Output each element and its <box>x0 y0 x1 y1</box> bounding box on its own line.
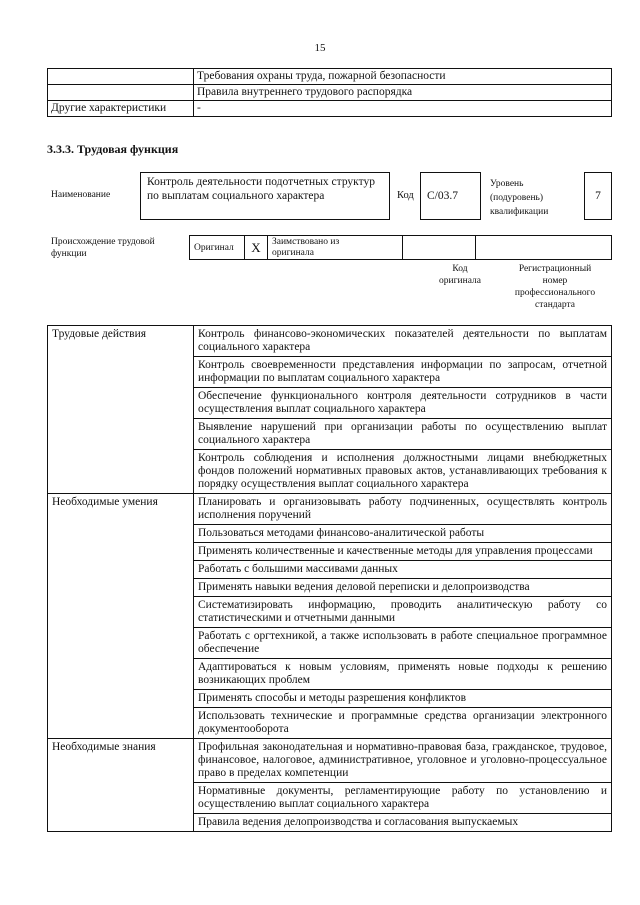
table-row <box>48 85 612 101</box>
requirement-item: Правила ведения делопроизводства и согласования выпускаемых <box>194 814 612 832</box>
requirement-item: Выявление нарушений при организации работы по осуществлению выплат социального характера <box>194 419 612 450</box>
requirement-item: Обеспечение функционального контроля деятельности сотрудников в части осуществления выплат социального характера <box>194 388 612 419</box>
requirement-item: Нормативные документы, регламентирующие работу по установлению и осуществлению выплат социального характера <box>194 783 612 814</box>
original-label: Оригинал <box>190 236 245 260</box>
caption-line: оригинала <box>439 276 481 286</box>
name-label: Наименование <box>51 190 111 200</box>
requirement-item: Применять количественные и качественные методы для управления процессами <box>194 543 612 561</box>
requirement-item: Работать с большими массивами данных <box>194 561 612 579</box>
requirements-table <box>47 325 612 832</box>
requirement-item: Контроль своевременности представления информации по запросам, отчетной информации по выплатам социального характера <box>194 357 612 388</box>
level-label-line: (подуровень) <box>490 193 544 203</box>
reg-number-caption <box>498 263 612 311</box>
caption-line: Регистрационный <box>518 264 592 274</box>
requirement-item: Применять навыки ведения деловой переписки и делопроизводства <box>194 579 612 597</box>
caption-line: профессионального <box>514 288 596 298</box>
section-title: Трудовые действия <box>48 326 194 494</box>
code-label: Код <box>397 190 414 201</box>
qualification-level-box: 7 <box>584 172 612 220</box>
level-label-line: квалификации <box>490 207 549 217</box>
requirement-item: Использовать технические и программные средства организации электронного документооборота <box>194 708 612 739</box>
original-mark: X <box>245 236 268 260</box>
section-title: Необходимые умения <box>48 494 194 739</box>
borrowed-line: оригинала <box>272 247 314 258</box>
row-label: Другие характеристики <box>48 101 194 117</box>
caption-line: стандарта <box>535 300 575 310</box>
requirement-item: Планировать и организовывать работу подчиненных, осуществлять контроль исполнения поручений <box>194 494 612 525</box>
qualification-level-label <box>490 177 548 219</box>
requirement-item: Контроль финансово-экономических показателей деятельности по выплатам социального характера <box>194 326 612 357</box>
reg-number-cell <box>476 236 612 260</box>
section-title: Необходимые знания <box>48 739 194 832</box>
origin-label <box>51 236 155 260</box>
requirement-item: Систематизировать информацию, проводить аналитическую работу со статистическими и отчетными данными <box>194 597 612 628</box>
requirement-item: Пользоваться методами финансово-аналитической работы <box>194 525 612 543</box>
table-row <box>48 494 612 525</box>
origin-label-line: функции <box>51 249 87 259</box>
caption-line: номер <box>542 276 568 286</box>
top-continuation-table <box>47 68 612 117</box>
row-value: Правила внутреннего трудового распорядка <box>194 85 612 101</box>
row-value: - <box>194 101 612 117</box>
function-name-box: Контроль деятельности подотчетных структур по выплатам социального характера <box>140 172 390 220</box>
table-row <box>190 236 612 260</box>
level-label-line: Уровень <box>490 179 524 189</box>
page-number: 15 <box>314 42 326 54</box>
table-row <box>48 101 612 117</box>
requirement-item: Контроль соблюдения и исполнения должностными лицами внебюджетных фондов положений нормативных правовых актов, устанавливающих требования к порядку осуществления выплат социального характера <box>194 450 612 494</box>
requirement-item: Адаптироваться к новым условиям, применять новые подходы к решению возникающих проблем <box>194 659 612 690</box>
origin-table <box>189 235 612 260</box>
row-label <box>48 85 194 101</box>
row-value: Требования охраны труда, пожарной безопасности <box>194 69 612 85</box>
function-code-box: C/03.7 <box>420 172 481 220</box>
borrowed-line: Заимствовано из <box>272 236 340 247</box>
row-label <box>48 69 194 85</box>
caption-line: Код <box>452 264 468 274</box>
requirement-item: Работать с оргтехникой, а также использовать в работе специальное программное обеспечение <box>194 628 612 659</box>
table-row <box>48 326 612 357</box>
code-origin-caption <box>428 263 492 287</box>
borrowed-label <box>268 236 403 260</box>
table-row <box>48 69 612 85</box>
section-heading: 3.3.3. Трудовая функция <box>47 142 179 156</box>
origin-label-line: Происхождение трудовой <box>51 237 155 247</box>
requirement-item: Применять способы и методы разрешения конфликтов <box>194 690 612 708</box>
code-origin-cell <box>403 236 476 260</box>
requirement-item: Профильная законодательная и нормативно-правовая база, гражданское, трудовое, финансовое, налоговое, административное, уголовное и уголовно-процессуальное право в пределах компетенции <box>194 739 612 783</box>
table-row <box>48 739 612 783</box>
